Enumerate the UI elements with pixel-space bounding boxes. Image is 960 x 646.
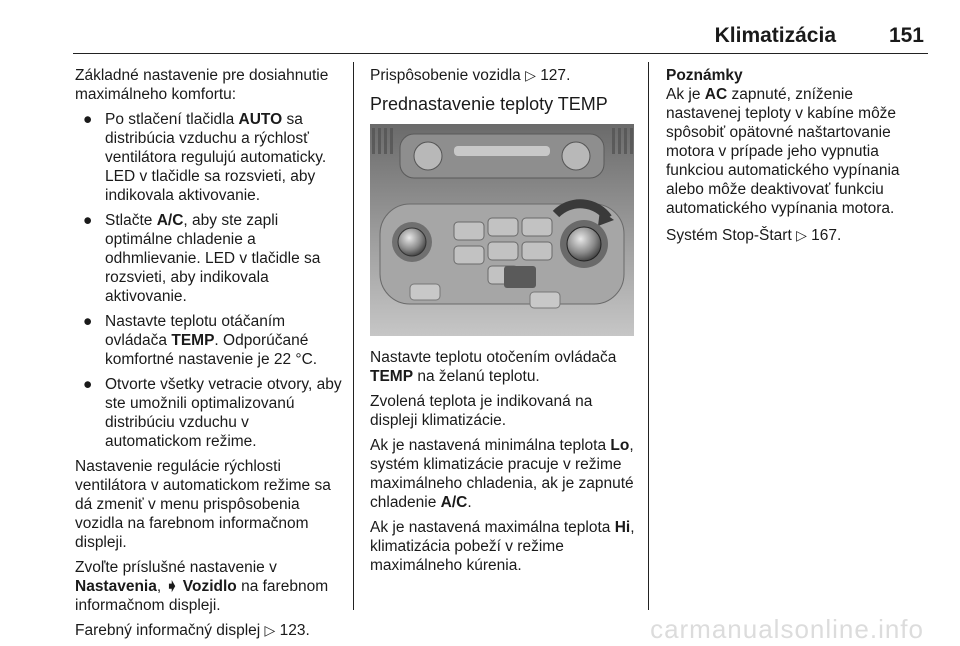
page-reference-link[interactable]: 127 — [540, 67, 567, 84]
column-divider-1 — [353, 62, 354, 610]
menu-arrow-icon: ➧ — [165, 578, 179, 595]
bullet-icon: ● — [83, 212, 93, 229]
list-item: ● Stlačte A/C, aby ste zapli optimálne chladenie a odhmlievanie. LED v tlačidle sa rozsvieti, aby indikovala aktivovanie. — [83, 212, 321, 305]
intro-text: Základné nastavenie pre dosiahnutie maximálneho komfortu: — [75, 67, 329, 103]
paragraph-display: Zvolená teplota je indikovaná na displeji klimatizácie. — [370, 393, 593, 429]
chapter-title: Klimatizácia — [714, 24, 836, 47]
bullet-icon: ● — [83, 111, 93, 128]
paragraph-fan-speed: Nastavenie regulácie rýchlosti ventilátora v automatickom režime sa dá zmeniť v menu prispôsobenia vozidla na farebnom informačnom displeji. — [75, 458, 331, 551]
climate-control-panel-image — [370, 124, 634, 336]
note-title: Poznámky — [666, 67, 743, 84]
page-number: 151 — [888, 24, 924, 47]
list-item: ● Po stlačení tlačidla AUTO sa distribúcia vzduchu a rýchlosť ventilátora regulujú automaticky. LED v tlačidle sa rozsvieti, aby indikovala aktivovanie. — [83, 111, 327, 204]
column-left — [75, 66, 343, 646]
paragraph-display-ref: Farebný informačný displej ▷ 123. — [75, 622, 310, 639]
list-item: ● Otvorte všetky vetracie otvory, aby ste umožnili optimalizovanú distribúciu vzduchu v automatickom režime. — [83, 376, 342, 450]
list-item: ● Nastavte teplotu otáčaním ovládača TEMP. Odporúčané komfortné nastavenie je 22 °C. — [83, 313, 318, 368]
header-rule — [73, 53, 928, 54]
section-heading: Prednastavenie teploty TEMP — [370, 94, 608, 114]
bullet-list — [75, 110, 343, 451]
note-text: Ak je AC zapnuté, zníženie nastavenej teploty v kabíne môže spôsobiť opätovné naštartovanie motora v prípade jeho vypnutia funkciou automatického vypínania alebo môže deaktivovať funkciu automatického vypínania motora. — [666, 86, 900, 217]
column-middle — [370, 66, 638, 581]
paragraph-stop-start-ref: Systém Stop-Štart ▷ 167. — [666, 227, 842, 244]
column-right — [666, 66, 928, 251]
bullet-icon: ● — [83, 376, 93, 393]
page-header — [73, 24, 928, 54]
paragraph-set-temp: Nastavte teplotu otočením ovládača TEMP na želanú teplotu. — [370, 349, 617, 385]
bullet-icon: ● — [83, 313, 93, 330]
triangle-right-icon: ▷ — [525, 67, 536, 83]
page-reference-link[interactable]: 123 — [279, 622, 306, 639]
paragraph-customization-ref: Prispôsobenie vozidla ▷ 127. — [370, 67, 571, 84]
paragraph-max-temp: Ak je nastavená maximálna teplota Hi, klimatizácia pobeží v režime maximálneho kúrenia. — [370, 519, 635, 574]
watermark: carmanualsonline.info — [650, 614, 924, 644]
triangle-right-icon: ▷ — [796, 227, 807, 243]
triangle-right-icon: ▷ — [264, 622, 276, 638]
paragraph-min-temp: Ak je nastavená minimálna teplota Lo, systém klimatizácie pracuje v režime maximálneho chladenia, ak je zapnuté chladenie A/C. — [370, 437, 634, 511]
paragraph-settings: Zvoľte príslušné nastavenie v Nastavenia, ➧ Vozidlo na farebnom informačnom displeji. — [75, 559, 329, 614]
page-reference-link[interactable]: 167 — [811, 227, 838, 244]
column-divider-2 — [648, 62, 649, 610]
note-box — [666, 66, 928, 218]
